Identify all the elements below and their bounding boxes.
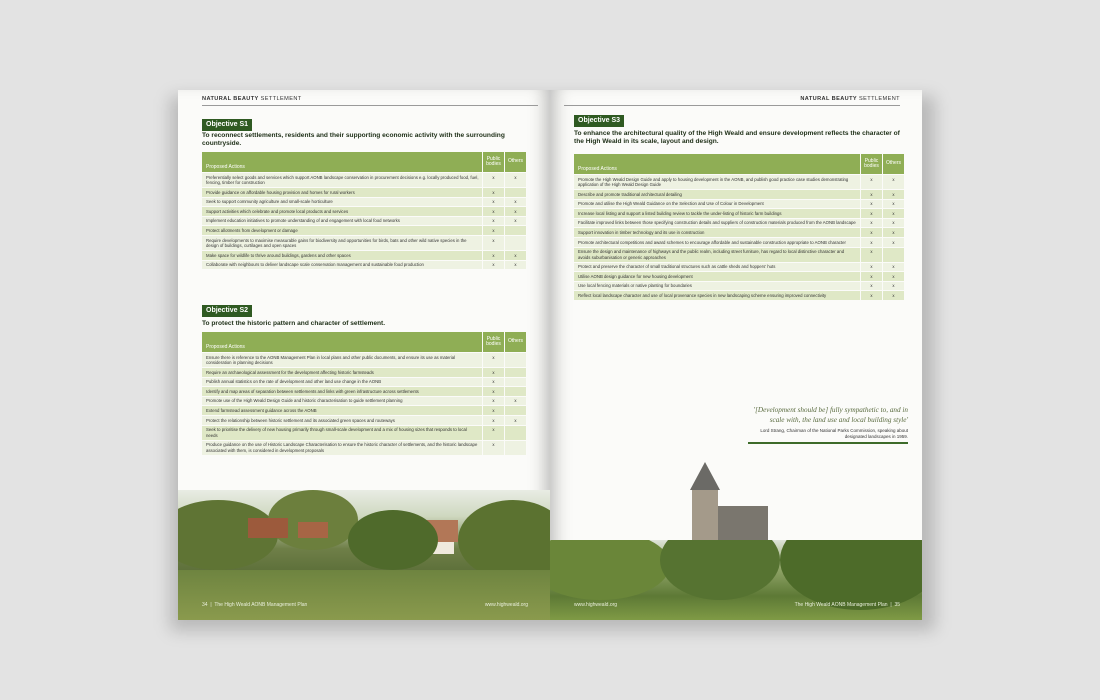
- table-body: [202, 352, 526, 455]
- table-row: [574, 281, 904, 291]
- others-cell: [504, 387, 526, 396]
- table-row: [574, 290, 904, 300]
- church-roof: [718, 506, 768, 540]
- public-bodies-cell: x: [482, 368, 504, 377]
- public-bodies-cell: x: [482, 188, 504, 197]
- public-bodies-cell: x: [482, 416, 504, 425]
- action-cell: Preferentially select goods and services which support AONB landscape conservation in procurement decisions e.g. locally produced food, fuel, fencing, timber for construction: [206, 174, 479, 185]
- objective-s2-table: [202, 332, 526, 455]
- header-subsection: SETTLEMENT: [859, 96, 900, 102]
- action-cell: Require an archaeological assessment for the development affecting historic farmsteads: [206, 369, 374, 375]
- action-cell: Require developments to maximise measurable gains for biodiversity and opportunities for birds, bats and other wild native species in the design of buildings, curtilages and open spaces: [206, 237, 467, 248]
- action-cell: Seek to prioritise the delivery of new housing primarily through small-scale development and a mix of housing sizes that responds to local needs: [206, 427, 467, 438]
- public-bodies-cell: x: [482, 441, 504, 455]
- table-row: [202, 225, 526, 235]
- public-bodies-cell: x: [860, 228, 882, 237]
- header-section: NATURAL BEAUTY: [202, 96, 259, 102]
- action-cell: Implement education initiatives to promote understanding of and engagement with local food networks: [206, 218, 400, 224]
- house-roof: [298, 522, 328, 538]
- others-cell: x: [882, 272, 904, 281]
- public-bodies-cell: x: [860, 209, 882, 218]
- col-proposed-actions: Proposed Actions: [206, 344, 245, 350]
- others-cell: x: [882, 200, 904, 209]
- others-cell: x: [882, 282, 904, 291]
- table-row: [202, 216, 526, 226]
- others-cell: x: [882, 238, 904, 247]
- action-cell: Support activities which celebrate and promote local products and services: [206, 208, 349, 214]
- action-cell: Promote use of the High Weald Design Guide and historic characterisation to guide settlement planning: [206, 398, 403, 404]
- public-bodies-cell: x: [482, 251, 504, 260]
- running-header-right: [800, 96, 900, 102]
- public-bodies-cell: x: [860, 282, 882, 291]
- others-cell: x: [504, 198, 526, 207]
- public-bodies-cell: x: [860, 219, 882, 228]
- objective-s2-badge: Objective S2: [202, 305, 252, 317]
- public-bodies-cell: x: [860, 248, 882, 262]
- col-others: Others: [882, 154, 904, 174]
- action-cell: Promote the High Weald Design Guide and apply to housing development in the AONB, and publish good practice case studies demonstrating application of the High Weald Design Guide: [578, 176, 849, 187]
- table-row: [574, 247, 904, 262]
- public-bodies-cell: x: [860, 263, 882, 272]
- action-cell: Make space for wildlife to thrive around buildings, gardens and other spaces: [206, 252, 351, 258]
- right-page: [550, 90, 922, 620]
- table-row: [574, 208, 904, 218]
- table-row: [202, 367, 526, 377]
- action-cell: Reflect local landscape character and use of local provenance species in new landscaping scheme ensuring improved connectivity: [578, 292, 827, 298]
- public-bodies-cell: x: [482, 353, 504, 367]
- footer-right: The High Weald AONB Management Plan | 35: [794, 602, 900, 608]
- action-cell: Promote and utilise the High Weald Guidance on the Selection and Use of Colour in Development: [578, 201, 764, 207]
- public-bodies-cell: x: [482, 387, 504, 396]
- tree-canopy: [458, 500, 550, 580]
- table-row: [202, 260, 526, 270]
- action-cell: Describe and promote traditional architectural detailing: [578, 191, 682, 197]
- others-cell: [504, 406, 526, 415]
- table-row: [202, 386, 526, 396]
- header-rule: [564, 105, 900, 106]
- quote-attribution: Lord Strang, Chairman of the National Parks Commission, speaking about designated landscapes in 1959.: [760, 428, 908, 439]
- objective-s1-badge: Objective S1: [202, 119, 252, 131]
- public-bodies-cell: x: [482, 198, 504, 207]
- others-cell: x: [882, 291, 904, 300]
- others-cell: [504, 378, 526, 387]
- others-cell: [882, 248, 904, 262]
- header-section: NATURAL BEAUTY: [800, 96, 858, 102]
- others-cell: x: [504, 173, 526, 187]
- col-public-bodies: Public bodies: [482, 332, 504, 352]
- table-row: [202, 172, 526, 187]
- field: [178, 570, 550, 620]
- header-subsection: SETTLEMENT: [260, 96, 302, 102]
- col-proposed-actions: Proposed Actions: [578, 166, 617, 172]
- quote-rule: [748, 442, 908, 444]
- table-row: [574, 218, 904, 228]
- others-cell: x: [504, 261, 526, 270]
- others-cell: [504, 226, 526, 235]
- others-cell: [504, 368, 526, 377]
- others-cell: x: [882, 190, 904, 199]
- others-cell: [504, 236, 526, 250]
- public-bodies-cell: x: [482, 217, 504, 226]
- table-row: [574, 227, 904, 237]
- footer-url-left: www.highweald.org: [484, 602, 528, 608]
- others-cell: x: [504, 217, 526, 226]
- action-cell: Utilise AONB design guidance for new housing development: [578, 273, 693, 279]
- public-bodies-cell: x: [860, 175, 882, 189]
- action-cell: Protect and preserve the character of small traditional structures such as cattle sheds and hoppers' huts: [578, 264, 776, 270]
- table-row: [574, 271, 904, 281]
- action-cell: Provide guidance on affordable housing provision and homes for rural workers: [206, 189, 355, 195]
- table-row: [202, 187, 526, 197]
- footer-title: The High Weald AONB Management Plan: [794, 602, 888, 608]
- table-row: [202, 377, 526, 387]
- public-bodies-cell: x: [482, 207, 504, 216]
- others-cell: x: [504, 397, 526, 406]
- col-public-bodies: Public bodies: [482, 152, 504, 172]
- table-body: [574, 174, 904, 300]
- public-bodies-cell: x: [482, 378, 504, 387]
- church-photo: [550, 540, 922, 620]
- objective-s3-table: [574, 154, 904, 300]
- action-cell: Use local fencing materials or native planting for boundaries: [578, 283, 692, 289]
- table-row: [202, 405, 526, 415]
- footer-title: The High Weald AONB Management Plan: [214, 602, 308, 608]
- running-header-left: [202, 96, 302, 102]
- table-row: [202, 440, 526, 455]
- tree-canopy: [660, 540, 780, 600]
- table-row: [202, 197, 526, 207]
- col-others: Others: [504, 152, 526, 172]
- others-cell: [504, 188, 526, 197]
- objective-s1-table: [202, 152, 526, 269]
- others-cell: x: [882, 209, 904, 218]
- table-row: [202, 352, 526, 367]
- public-bodies-cell: x: [482, 261, 504, 270]
- table-header: [202, 332, 526, 352]
- tree-canopy: [550, 540, 670, 600]
- action-cell: Ensure the design and maintenance of highways and the public realm, including street furniture, has regard to local distinctive character and avoids suburbanisation or generic approaches: [578, 249, 845, 260]
- table-row: [574, 262, 904, 272]
- action-cell: Support innovation in timber technology and its use in construction: [578, 229, 705, 235]
- others-cell: x: [504, 207, 526, 216]
- others-cell: [504, 441, 526, 455]
- village-photo: [178, 490, 550, 620]
- action-cell: Facilitate improved links between those specifying construction details and suppliers of construction materials produced from the AONB landscape: [578, 220, 856, 226]
- footer-url-right: www.highweald.org: [574, 602, 618, 608]
- public-bodies-cell: x: [482, 173, 504, 187]
- header-rule: [202, 105, 538, 106]
- page-number: 34: [202, 602, 208, 608]
- tree-canopy: [348, 510, 438, 570]
- pull-quote: [748, 406, 908, 444]
- table-row: [202, 425, 526, 440]
- tree-canopy: [780, 540, 922, 610]
- table-row: [574, 189, 904, 199]
- public-bodies-cell: x: [482, 226, 504, 235]
- left-page: [178, 90, 550, 620]
- others-cell: x: [882, 219, 904, 228]
- others-cell: [504, 426, 526, 440]
- table-header: [202, 152, 526, 172]
- table-row: [202, 206, 526, 216]
- table-row: [202, 415, 526, 425]
- action-cell: Promote architectural competitions and award schemes to encourage affordable and sustainable construction appropriate to AONB character: [578, 239, 846, 245]
- others-cell: x: [882, 175, 904, 189]
- others-cell: [504, 353, 526, 367]
- public-bodies-cell: x: [482, 236, 504, 250]
- church-tower: [692, 490, 718, 540]
- public-bodies-cell: x: [860, 190, 882, 199]
- public-bodies-cell: x: [860, 272, 882, 281]
- table-row: [202, 235, 526, 250]
- col-proposed-actions: Proposed Actions: [206, 164, 245, 170]
- action-cell: Extend farmstead assessment guidance across the AONB: [206, 407, 317, 413]
- objective-s1-title: To reconnect settlements, residents and their supporting economic activity with the surrounding countryside.: [202, 132, 505, 147]
- others-cell: x: [504, 251, 526, 260]
- page-number: 35: [894, 602, 900, 608]
- others-cell: x: [882, 263, 904, 272]
- table-row: [202, 250, 526, 260]
- action-cell: Protect allotments from development or damage: [206, 227, 298, 233]
- action-cell: Seek to support community agriculture and small-scale horticulture: [206, 199, 333, 205]
- objective-s2-title: To protect the historic pattern and character of settlement.: [202, 320, 386, 327]
- table-header: [574, 154, 904, 174]
- table-row: [574, 237, 904, 247]
- public-bodies-cell: x: [860, 200, 882, 209]
- table-row: [574, 199, 904, 209]
- action-cell: Publish annual statistics on the rate of development and other land use change in the AONB: [206, 379, 382, 385]
- others-cell: x: [504, 416, 526, 425]
- public-bodies-cell: x: [860, 238, 882, 247]
- action-cell: Ensure there is reference to the AONB Management Plan in local plans and other public documents, and ensure its use as material consideration in planning decisions: [206, 354, 456, 365]
- public-bodies-cell: x: [860, 291, 882, 300]
- action-cell: Identify and map areas of separation between settlements and links with green infrastructure across settlements: [206, 388, 419, 394]
- table-body: [202, 172, 526, 269]
- table-row: [202, 396, 526, 406]
- church-spire: [690, 462, 720, 490]
- footer-left: 34 | The High Weald AONB Management Plan: [202, 602, 308, 608]
- table-row: [574, 174, 904, 189]
- action-cell: Protect the relationship between historic settlement and its associated green spaces and routeways: [206, 417, 395, 423]
- col-others: Others: [504, 332, 526, 352]
- action-cell: Produce guidance on the use of Historic Landscape Characterisation to ensure the historic character of settlements, and the historic landscape associated with them, is considered in development proposals: [206, 442, 478, 453]
- quote-text: '[Development should be] fully sympathetic to, and in scale with, the land use and local building style': [753, 406, 908, 424]
- house-roof: [248, 518, 288, 538]
- others-cell: x: [882, 228, 904, 237]
- action-cell: Increase local listing and support a listed building review to tackle the under-listing of historic farm buildings: [578, 210, 782, 216]
- objective-s3-title: To enhance the architectural quality of the High Weald and ensure development reflects the character of the High Weald in its scale, layout and design.: [574, 130, 900, 145]
- public-bodies-cell: x: [482, 426, 504, 440]
- public-bodies-cell: x: [482, 397, 504, 406]
- objective-s3-badge: Objective S3: [574, 115, 624, 127]
- action-cell: Collaborate with neighbours to deliver landscape scale conservation management and sustainable food production: [206, 262, 424, 268]
- public-bodies-cell: x: [482, 406, 504, 415]
- col-public-bodies: Public bodies: [860, 154, 882, 174]
